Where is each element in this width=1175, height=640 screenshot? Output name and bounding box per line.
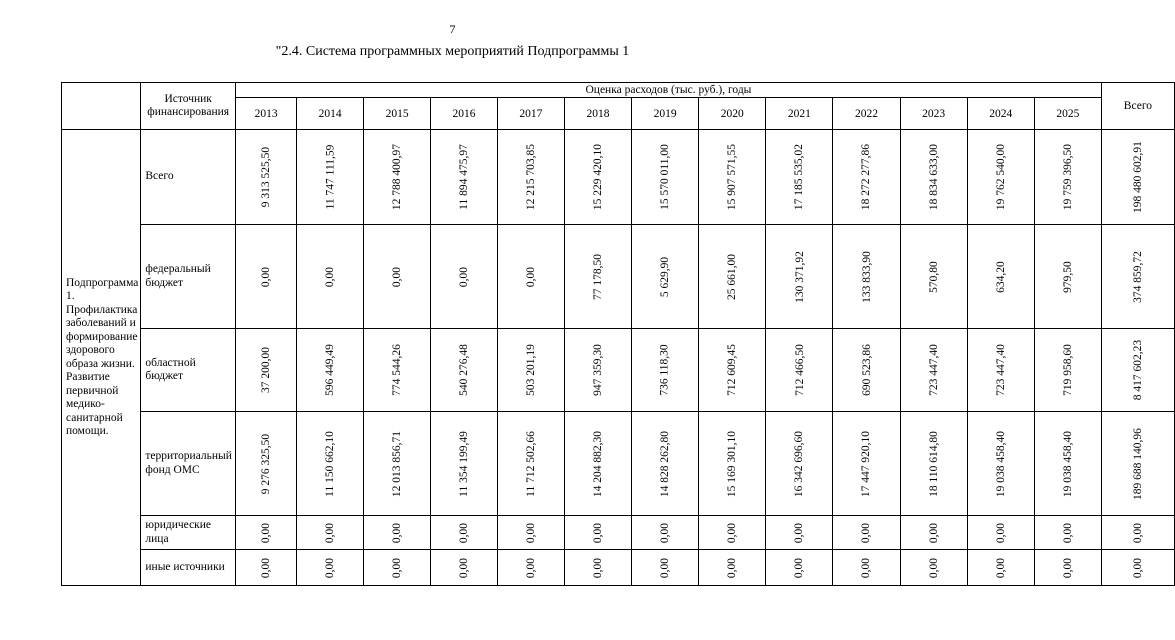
table-row	[62, 516, 1175, 550]
value-cell	[833, 225, 900, 329]
value-cell	[297, 225, 364, 329]
value-text: 979,50	[1061, 260, 1074, 293]
year-header: 2016	[431, 98, 498, 130]
value-text: 133 833,90	[860, 250, 873, 303]
value-cell	[497, 550, 564, 586]
value-cell	[967, 412, 1034, 516]
value-cell	[632, 225, 699, 329]
value-text: 0,00	[726, 522, 739, 543]
value-text: 0,00	[1061, 557, 1074, 578]
value-text: 0,00	[592, 557, 605, 578]
value-text: 17 447 920,10	[860, 430, 873, 497]
total-cell	[1101, 225, 1174, 329]
header-blank	[62, 83, 141, 130]
value-text: 0,00	[457, 266, 470, 287]
value-cell	[632, 130, 699, 225]
value-cell	[766, 412, 833, 516]
value-text: 19 038 458,40	[994, 430, 1007, 497]
value-text: 723 447,40	[927, 344, 940, 396]
year-header: 2022	[833, 98, 900, 130]
value-cell	[431, 329, 498, 412]
value-text: 0,00	[324, 266, 337, 287]
value-cell	[699, 130, 766, 225]
value-text: 0,00	[659, 522, 672, 543]
value-text: 11 747 111,59	[324, 144, 337, 210]
table-row	[62, 550, 1175, 586]
value-text: 11 354 199,49	[457, 430, 470, 497]
source-label: федеральный бюджет	[141, 225, 236, 329]
value-text: 0,00	[860, 557, 873, 578]
value-cell	[833, 412, 900, 516]
total-text: 0,00	[1131, 557, 1144, 578]
value-text: 130 371,92	[793, 250, 806, 303]
value-text: 736 118,30	[659, 344, 672, 396]
value-text: 712 466,50	[793, 344, 806, 396]
value-cell	[497, 130, 564, 225]
value-text: 0,00	[260, 557, 273, 578]
value-text: 0,00	[927, 557, 940, 578]
value-text: 0,00	[927, 522, 940, 543]
value-cell	[431, 225, 498, 329]
value-cell	[632, 516, 699, 550]
value-cell	[833, 329, 900, 412]
value-cell	[967, 329, 1034, 412]
value-cell	[497, 412, 564, 516]
value-cell	[497, 329, 564, 412]
expenses-header: Оценка расходов (тыс. руб.), годы	[235, 83, 1101, 98]
value-cell	[900, 329, 967, 412]
value-text: 0,00	[994, 522, 1007, 543]
value-text: 12 215 703,85	[524, 143, 537, 211]
value-text: 0,00	[860, 522, 873, 543]
value-cell	[632, 412, 699, 516]
value-text: 0,00	[260, 266, 273, 287]
total-text: 8 417 602,23	[1131, 339, 1144, 401]
value-text: 947 359,30	[592, 344, 605, 396]
value-cell	[900, 412, 967, 516]
budget-table	[61, 82, 1175, 586]
value-text: 11 712 502,66	[524, 430, 537, 497]
value-text: 77 178,50	[592, 253, 605, 300]
value-text: 0,00	[457, 522, 470, 543]
year-header: 2020	[699, 98, 766, 130]
value-text: 9 276 325,50	[260, 433, 273, 494]
year-header: 2018	[564, 98, 631, 130]
total-text: 189 688 140,96	[1131, 427, 1144, 500]
value-cell	[833, 130, 900, 225]
value-cell	[833, 516, 900, 550]
year-header: 2015	[364, 98, 431, 130]
value-cell	[431, 130, 498, 225]
year-header: 2024	[967, 98, 1034, 130]
value-text: 0,00	[793, 522, 806, 543]
value-text: 0,00	[457, 557, 470, 578]
value-text: 16 342 696,60	[793, 430, 806, 497]
value-cell	[235, 412, 296, 516]
value-text: 0,00	[1061, 522, 1074, 543]
value-text: 15 229 420,10	[592, 143, 605, 211]
value-text: 712 609,45	[726, 344, 739, 396]
value-cell	[431, 412, 498, 516]
value-cell	[235, 516, 296, 550]
value-cell	[900, 130, 967, 225]
value-cell	[1034, 225, 1101, 329]
value-text: 15 169 301,10	[726, 430, 739, 497]
value-cell	[632, 329, 699, 412]
value-text: 17 185 535,02	[793, 143, 806, 211]
value-cell	[564, 329, 631, 412]
value-text: 0,00	[391, 266, 404, 287]
value-text: 0,00	[324, 557, 337, 578]
value-text: 14 204 882,30	[592, 430, 605, 497]
value-text: 723 447,40	[994, 344, 1007, 396]
value-text: 19 759 396,50	[1061, 143, 1074, 211]
value-cell	[632, 550, 699, 586]
source-label: областной бюджет	[141, 329, 236, 412]
value-text: 0,00	[391, 557, 404, 578]
table-row	[62, 329, 1175, 412]
value-text: 0,00	[391, 522, 404, 543]
value-cell	[766, 550, 833, 586]
value-cell	[364, 130, 431, 225]
value-text: 0,00	[994, 557, 1007, 578]
source-label: Всего	[141, 130, 236, 225]
value-text: 14 828 262,80	[659, 430, 672, 497]
value-cell	[297, 329, 364, 412]
value-text: 0,00	[524, 522, 537, 543]
table-row	[62, 130, 1175, 225]
total-cell	[1101, 516, 1174, 550]
value-text: 719 958,60	[1061, 344, 1074, 396]
value-cell	[1034, 329, 1101, 412]
total-cell	[1101, 130, 1174, 225]
value-text: 0,00	[324, 522, 337, 543]
source-label: иные источники	[141, 550, 236, 586]
value-cell	[1034, 516, 1101, 550]
value-cell	[699, 412, 766, 516]
value-cell	[967, 516, 1034, 550]
value-cell	[699, 516, 766, 550]
value-text: 503 201,19	[524, 344, 537, 396]
value-cell	[297, 412, 364, 516]
value-text: 690 523,86	[860, 344, 873, 396]
value-text: 0,00	[659, 557, 672, 578]
value-text: 0,00	[726, 557, 739, 578]
source-label: территориальный фонд ОМС	[141, 412, 236, 516]
value-text: 570,80	[927, 260, 940, 293]
value-text: 0,00	[524, 266, 537, 287]
value-text: 18 272 277,86	[860, 143, 873, 211]
source-label: юридические лица	[141, 516, 236, 550]
value-text: 19 762 540,00	[994, 143, 1007, 211]
value-cell	[364, 516, 431, 550]
value-cell	[235, 550, 296, 586]
value-cell	[564, 225, 631, 329]
value-text: 540 276,48	[457, 344, 470, 396]
value-cell	[364, 225, 431, 329]
value-text: 9 313 525,50	[260, 146, 273, 208]
value-text: 18 834 633,00	[927, 143, 940, 211]
value-cell	[967, 550, 1034, 586]
total-cell	[1101, 329, 1174, 412]
table-row	[62, 412, 1175, 516]
year-header: 2019	[632, 98, 699, 130]
total-header: Всего	[1101, 83, 1174, 130]
value-cell	[297, 550, 364, 586]
value-cell	[297, 130, 364, 225]
value-text: 12 788 400,97	[391, 143, 404, 211]
value-text: 5 629,90	[659, 256, 672, 297]
value-text: 0,00	[793, 557, 806, 578]
value-text: 11 150 662,10	[324, 430, 337, 497]
value-cell	[564, 130, 631, 225]
value-cell	[1034, 412, 1101, 516]
table-row	[62, 225, 1175, 329]
value-cell	[364, 412, 431, 516]
value-cell	[235, 225, 296, 329]
value-cell	[431, 516, 498, 550]
value-text: 0,00	[524, 557, 537, 578]
value-text: 774 544,26	[391, 344, 404, 396]
year-header: 2017	[497, 98, 564, 130]
value-text: 15 570 011,00	[659, 144, 672, 210]
value-cell	[431, 550, 498, 586]
year-header: 2025	[1034, 98, 1101, 130]
year-header: 2013	[235, 98, 296, 130]
value-cell	[497, 516, 564, 550]
value-cell	[699, 550, 766, 586]
value-cell	[699, 329, 766, 412]
table-body	[62, 130, 1175, 586]
value-cell	[297, 516, 364, 550]
value-text: 0,00	[260, 522, 273, 543]
value-cell	[364, 329, 431, 412]
value-cell	[235, 329, 296, 412]
value-cell	[766, 516, 833, 550]
value-cell	[564, 516, 631, 550]
page-number: 7	[449, 22, 456, 36]
value-cell	[364, 550, 431, 586]
value-cell	[900, 516, 967, 550]
value-cell	[766, 225, 833, 329]
total-text: 0,00	[1131, 522, 1144, 543]
value-text: 11 894 475,97	[457, 144, 470, 210]
total-text: 374 859,72	[1131, 250, 1144, 303]
total-cell	[1101, 550, 1174, 586]
value-cell	[766, 329, 833, 412]
value-cell	[900, 225, 967, 329]
year-header: 2023	[900, 98, 967, 130]
value-text: 12 013 856,71	[391, 430, 404, 497]
value-text: 0,00	[592, 522, 605, 543]
value-cell	[1034, 130, 1101, 225]
total-text: 198 480 602,91	[1131, 141, 1144, 213]
value-text: 37 200,00	[260, 347, 273, 393]
value-cell	[833, 550, 900, 586]
value-text: 18 110 614,80	[927, 430, 940, 497]
value-cell	[900, 550, 967, 586]
value-cell	[497, 225, 564, 329]
value-text: 634,20	[994, 260, 1007, 293]
program-label: Подпрограмма 1. Профилактика заболеваний и формирование здорового образа жизни. Развитие первичной медико-санитарной помощи.	[62, 130, 141, 586]
value-cell	[967, 130, 1034, 225]
value-cell	[1034, 550, 1101, 586]
source-header: Источник финансирования	[141, 83, 236, 130]
value-text: 15 907 571,55	[726, 143, 739, 211]
year-header: 2014	[297, 98, 364, 130]
value-cell	[564, 412, 631, 516]
value-cell	[699, 225, 766, 329]
value-cell	[235, 130, 296, 225]
page-title: "2.4. Система программных мероприятий Подпрограммы 1	[275, 44, 630, 59]
value-cell	[766, 130, 833, 225]
total-cell	[1101, 412, 1174, 516]
value-cell	[967, 225, 1034, 329]
value-text: 25 661,00	[726, 253, 739, 300]
year-header: 2021	[766, 98, 833, 130]
value-cell	[564, 550, 631, 586]
value-text: 19 038 458,40	[1061, 430, 1074, 497]
value-text: 596 449,49	[324, 344, 337, 396]
